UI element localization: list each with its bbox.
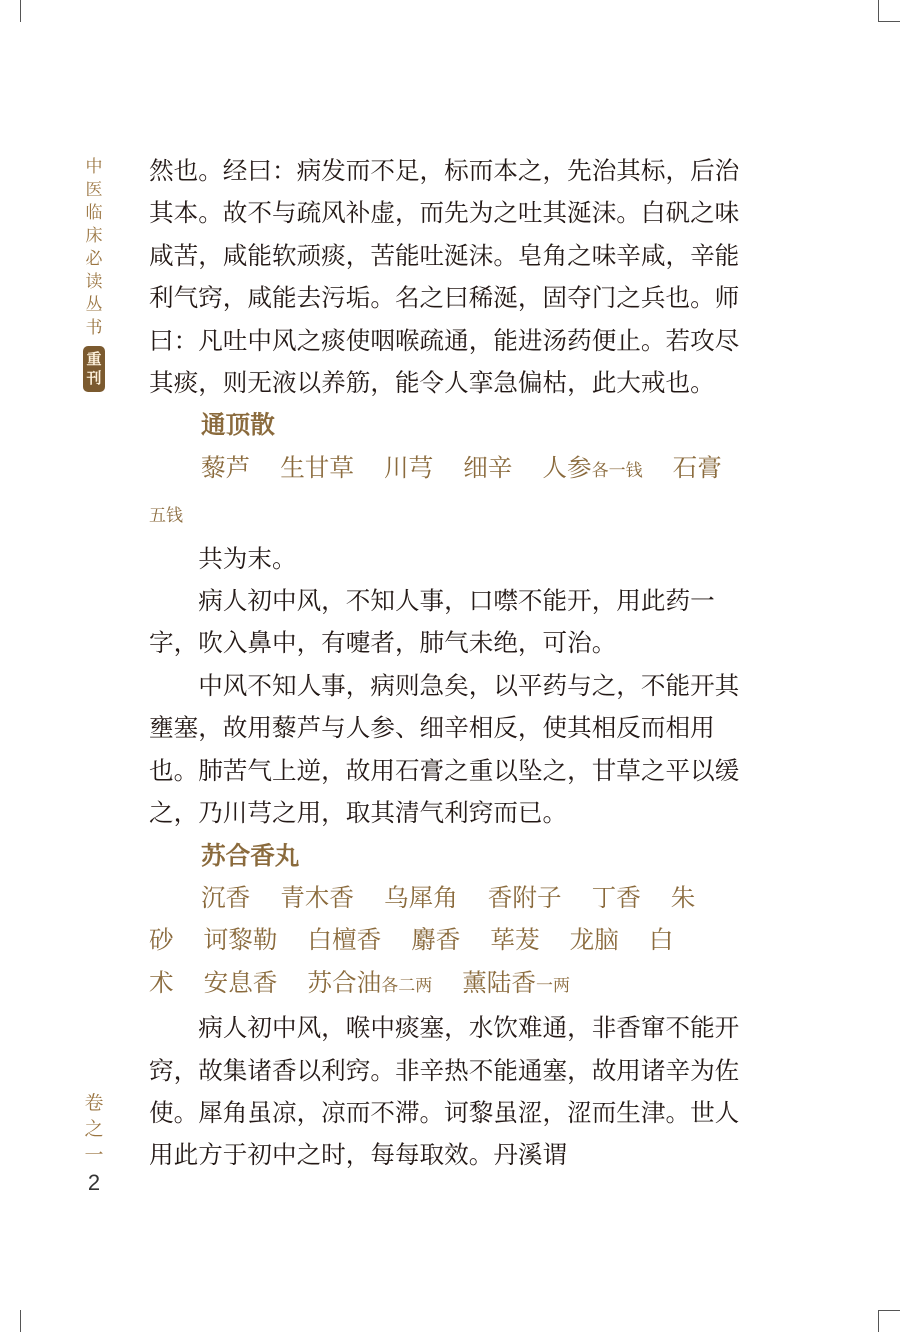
volume-char: 卷 — [84, 1092, 104, 1114]
herb-item: 香附子 — [487, 882, 562, 912]
explanation-paragraph: 中风不知人事，病则急矣，以平药与之，不能开其壅塞，故用藜芦与人参、细辛相反，使其相反而相用也。肺苦气上逆，故用石膏之重以坠之，甘草之平以缓之，乃川芎之用，取其清气利窍而已。 — [149, 670, 740, 828]
volume-label — [82, 1090, 106, 1168]
usage-paragraph: 病人初中风，不知人事，口噤不能开，用此药一字，吹入鼻中，有嚏者，肺气未绝，可治。 — [149, 586, 715, 658]
series-title-char: 医 — [85, 180, 103, 200]
volume-char: 一 — [84, 1144, 104, 1166]
seal-char: 重 — [86, 350, 102, 368]
herb-list-tongdingsan — [149, 447, 741, 492]
herb-list-suhexiangwan-3 — [149, 962, 741, 1007]
series-title-char: 中 — [85, 157, 103, 177]
herb-item: 龙脑 — [569, 925, 619, 955]
crop-mark-top-left — [20, 0, 21, 22]
seal-char: 刊 — [86, 369, 102, 387]
formula-heading-suhexiangwan: 苏合香丸 — [201, 840, 300, 870]
herb-item: 川芎 — [384, 452, 434, 482]
series-title-char: 临 — [85, 203, 103, 223]
series-title-char: 书 — [85, 318, 103, 338]
herb-name: 苏合油 — [307, 967, 382, 997]
herb-item: 青木香 — [280, 882, 354, 912]
explanation-paragraph: 病人初中风，喉中痰塞，水饮难通，非香窜不能开窍，故集诸香以利窍。非辛热不能通塞，故用诸辛为佐使。犀角虽凉，凉而不滞。诃黎虽涩，涩而生津。世人用此方于初中之时，每每取效。丹溪谓 — [149, 1013, 740, 1170]
herb-item: 生甘草 — [280, 452, 354, 482]
crop-mark-top-right — [878, 0, 879, 22]
herb-item: 白檀香 — [307, 925, 382, 955]
volume-char: 之 — [84, 1118, 104, 1140]
herb-dose: 五钱 — [149, 506, 183, 527]
herb-item: 诃黎勒 — [203, 925, 278, 955]
crop-mark-right-top — [878, 21, 900, 22]
series-title-char: 床 — [85, 226, 103, 246]
herb-item-part: 白 — [648, 925, 674, 955]
intro-paragraph: 然也。经曰：病发而不足，标而本之，先治其标，后治其本。故不与疏风补虚，而先为之吐其涎沫。白矾之味咸苦，咸能软顽痰，苦能吐涎沫。皂角之味辛咸，辛能利气窍，咸能去污垢。名之曰稀涎，固夺门之兵也。师曰：凡吐中风之痰使咽喉疏通，能进汤药便止。若攻尽其痰，则无液以养筋，能令人挛急偏枯，此大戒也。 — [149, 156, 740, 398]
page-number: 2 — [87, 1170, 101, 1195]
herb-item-part: 朱 — [670, 882, 696, 912]
herb-item: 乌犀角 — [384, 882, 458, 912]
herb-dose: 各二两 — [381, 975, 433, 996]
herb-name: 人参 — [542, 452, 592, 482]
herb-list-suhexiangwan — [149, 877, 741, 919]
series-title-char: 必 — [85, 249, 103, 269]
herb-item: 沉香 — [201, 882, 251, 912]
herb-item: 麝香 — [411, 925, 461, 955]
herb-item: 丁香 — [591, 882, 641, 912]
herb-dose-line — [149, 492, 741, 537]
series-title — [82, 156, 106, 392]
crop-mark-bottom-right — [878, 1310, 879, 1332]
herb-item-part: 术 — [149, 967, 174, 997]
series-title-char: 读 — [85, 272, 103, 292]
herb-item: 藜芦 — [201, 452, 251, 482]
herb-item: 细辛 — [463, 452, 513, 482]
herb-dose: 一两 — [536, 975, 570, 996]
herb-name: 薰陆香 — [462, 967, 536, 997]
herb-list-suhexiangwan-2 — [149, 919, 741, 961]
reprint-seal — [83, 346, 105, 392]
herb-item — [462, 962, 570, 1007]
herb-dose: 各一钱 — [591, 460, 643, 481]
crop-mark-bottom-left — [20, 1310, 21, 1332]
herb-item: 荜茇 — [490, 925, 540, 955]
prep-paragraph: 共为末。 — [198, 543, 297, 573]
body-text — [149, 150, 741, 1177]
herb-item: 石膏 — [672, 452, 722, 482]
herb-item-part: 砂 — [149, 925, 174, 955]
formula-heading-tongdingsan: 通顶散 — [201, 410, 275, 440]
herb-item — [542, 447, 642, 492]
herb-item: 安息香 — [203, 967, 278, 997]
crop-mark-right-bottom — [878, 1310, 900, 1311]
herb-item — [307, 962, 432, 1007]
series-title-char: 丛 — [85, 295, 103, 315]
